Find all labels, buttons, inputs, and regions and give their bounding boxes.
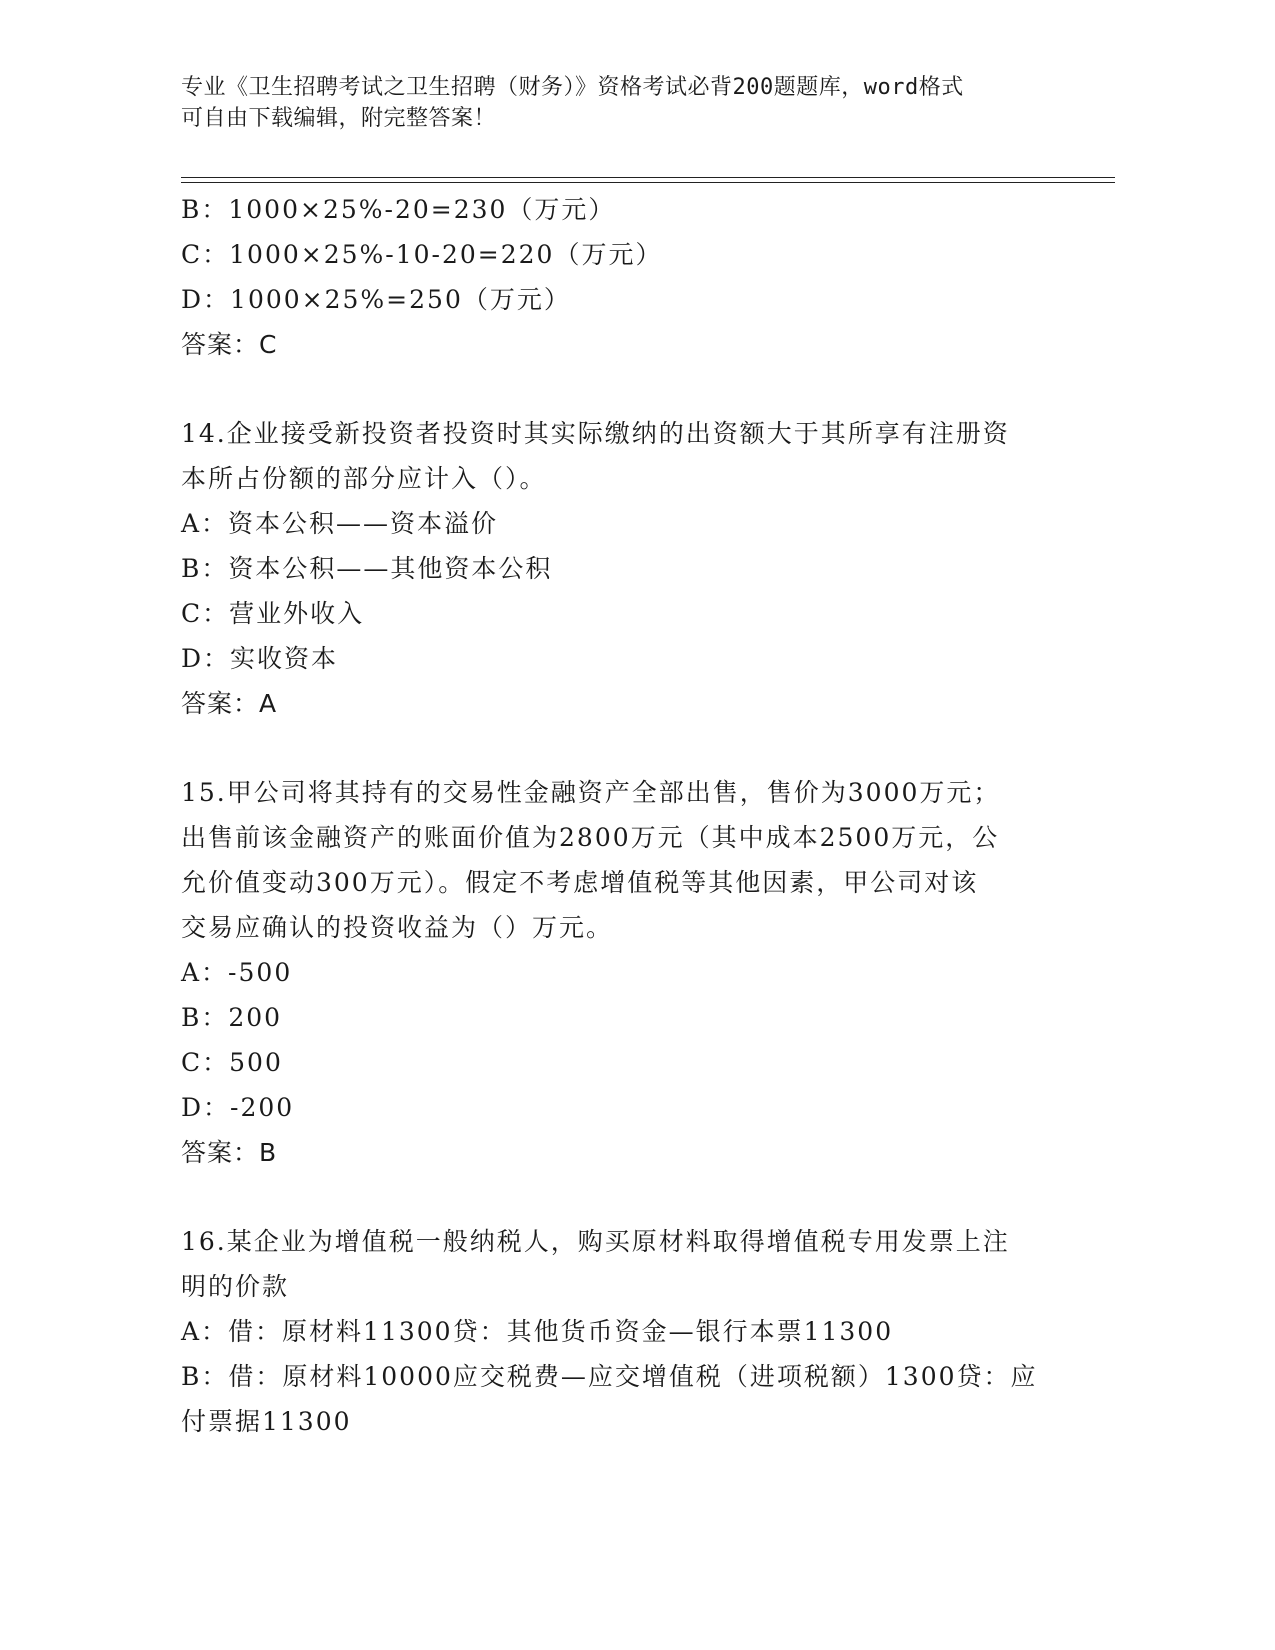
option-b: B：200 — [181, 1003, 283, 1032]
question-13 — [181, 187, 1061, 367]
header-divider-top — [181, 177, 1115, 178]
option-d: D：1000×25%=250（万元） — [181, 285, 571, 314]
option-a: A：资本公积——资本溢价 — [181, 509, 499, 538]
question-stem-line: 明的价款 — [181, 1272, 290, 1301]
option-b: B：资本公积——其他资本公积 — [181, 554, 553, 583]
option-b: B：借：原材料10000应交税费—应交增值税（进项税额）1300贷：应 — [181, 1362, 1038, 1391]
spacer — [181, 367, 1061, 411]
spacer — [181, 726, 1061, 770]
question-list — [181, 187, 1061, 1444]
answer: 答案：A — [181, 689, 278, 718]
option-c: C：500 — [181, 1048, 283, 1077]
question-stem-line: 交易应确认的投资收益为（）万元。 — [181, 913, 614, 942]
answer: 答案：C — [181, 330, 278, 359]
option-d: D：-200 — [181, 1093, 295, 1122]
question-15 — [181, 770, 1061, 1175]
header-divider-bottom — [181, 182, 1115, 183]
document-header — [181, 72, 1041, 134]
option-b-continued: 付票据11300 — [181, 1407, 352, 1436]
spacer — [181, 1175, 1061, 1219]
question-stem-line: 15.甲公司将其持有的交易性金融资产全部出售，售价为3000万元； — [181, 778, 1001, 807]
question-stem-line: 本所占份额的部分应计入（）。 — [181, 464, 547, 493]
question-stem-line: 16.某企业为增值税一般纳税人，购买原材料取得增值税专用发票上注 — [181, 1227, 1010, 1256]
question-14 — [181, 411, 1061, 726]
question-stem-line: 允价值变动300万元）。假定不考虑增值税等其他因素，甲公司对该 — [181, 868, 979, 897]
header-line-1: 专业《卫生招聘考试之卫生招聘（财务）》资格考试必背200题题库，word格式 — [181, 75, 964, 100]
option-a: A：借：原材料11300贷：其他货币资金—银行本票11300 — [181, 1317, 894, 1346]
question-stem-line: 14.企业接受新投资者投资时其实际缴纳的出资额大于其所享有注册资 — [181, 419, 1010, 448]
option-b: B：1000×25%-20=230（万元） — [181, 195, 616, 224]
question-stem-line: 出售前该金融资产的账面价值为2800万元（其中成本2500万元，公 — [181, 823, 1000, 852]
header-line-2: 可自由下载编辑，附完整答案！ — [181, 106, 497, 131]
option-c: C：营业外收入 — [181, 599, 365, 628]
question-16 — [181, 1219, 1061, 1444]
option-c: C：1000×25%-10-20=220（万元） — [181, 240, 663, 269]
option-d: D：实收资本 — [181, 644, 339, 673]
answer: 答案：B — [181, 1138, 278, 1167]
option-a: A：-500 — [181, 958, 293, 987]
